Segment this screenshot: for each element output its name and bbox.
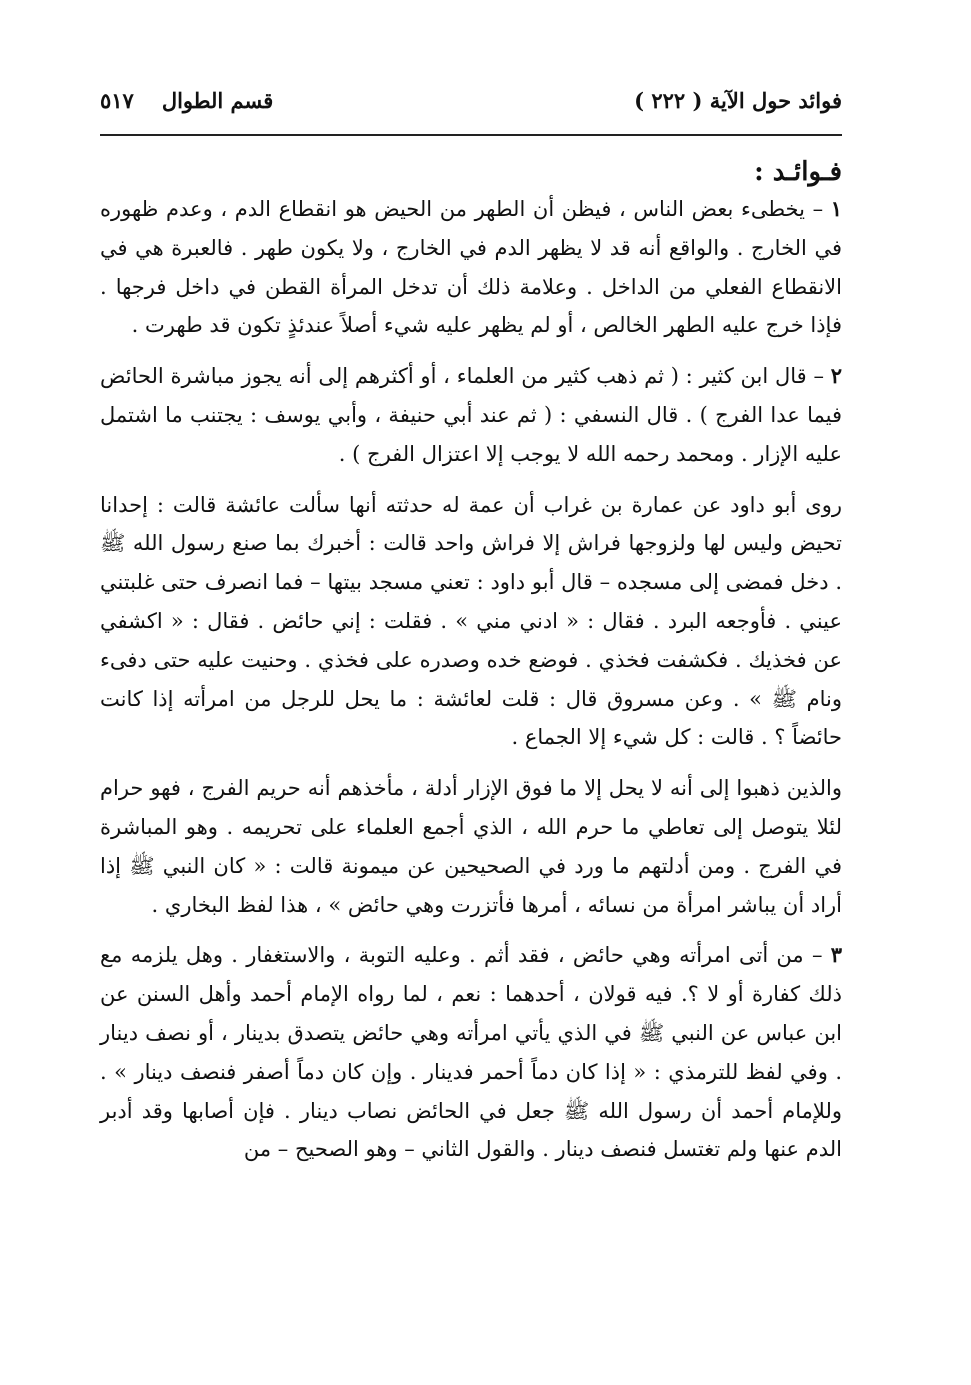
running-head-left [100,88,273,113]
paragraph-text: روى أبو داود عن عمارة بن غراب أن عمة له حدثته أنها سألت عائشة قالت : إحدانا تحيض وليس لها ولزوجها فراش إلا فراش واحد قالت : أخبرك بما صنع رسول الله ﷺ . دخل فمضى إلى مسجده – قال أبو داود : تعني مسجد بيتها – فما انصرف حتى غلبتني عيني . فأوجعه البرد . فقال : « ادني مني » . فقلت : إني حائض . فقال : « اكشفي عن فخذيك . فكشفت فخذي . فوضع خده وصدره على فخذي . وحنيت عليه حتى دفىء ونام ﷺ » . وعن مسروق قال : قلت لعائشة : ما يحل للرجل من امرأته إذا كانت حائضاً ؟ . قالت : كل شيء إلا الجماع . [100,492,842,750]
paragraph-1 [100,190,842,345]
paragraph-4 [100,769,842,924]
section-title: قسم الطوال [161,88,274,113]
paragraph-text: والذين ذهبوا إلى أنه لا يحل إلا ما فوق الإزار أدلة ، مأخذهم أنه حريم الفرج ، فهو حرام لئلا يتوصل إلى تعاطي ما حرم الله ، الذي أجمع العلماء على تحريمه . وهو المباشرة في الفرج . ومن أدلتهم ما ورد في الصحيحين عن ميمونة قالت : « كان النبي ﷺ إذا أراد أن يباشر امرأة من نسائه ، أمرها فأتزرت وهي حائض » ، هذا لفظ البخاري . [100,776,842,917]
section-heading: فـوائـد : [754,157,842,187]
paragraph-number: ٢ [830,363,842,389]
paragraph-2 [100,357,842,473]
running-head [100,88,842,128]
paragraph-5 [100,936,842,1169]
page [100,88,842,1169]
header-rule [100,134,842,136]
running-title: فوائد حول الآية ( ٢٢٢ ) [634,88,842,113]
paragraph-3 [100,486,842,758]
paragraph-number: ٣ [830,942,842,968]
page-number: ٥١٧ [100,88,134,113]
paragraph-text: – قال ابن كثير : ( ثم ذهب كثير من العلماء ، أو أكثرهم إلى أنه يجوز مباشرة الحائض فيما عدا الفرج ) . قال النسفي : ( ثم عند أبي حنيفة ، وأبي يوسف : يجتنب ما اشتمل عليه الإزار . ومحمد رحمه الله لا يوجب إلا اعتزال الفرج ) . [100,364,842,466]
paragraph-number: ١ [830,196,842,221]
paragraph-text: – يخطىء بعض الناس ، فيظن أن الطهر من الحيض هو انقطاع الدم ، وعدم ظهوره في الخارج . والواقع أنه قد لا يظهر الدم في الخارج ، ولا يكون طهر . فالعبرة هي في الانقطاع الفعلي من الداخل . وعلامة ذلك أن تدخل المرأة القطن في داخل فرجها . فإذا خرج عليه الطهر الخالص ، أو لم يظهر عليه شيء أصلاً عندئذٍ تكون قد طهرت . [100,197,842,338]
paragraph-text: – من أتى امرأته وهي حائض ، فقد أثم . وعليه التوبة ، والاستغفار . وهل يلزمه مع ذلك كفارة أو لا ؟. فيه قولان ، أحدهما : نعم ، لما رواه الإمام أحمد وأهل السنن عن ابن عباس عن النبي ﷺ في الذي يأتي امرأته وهي حائض يتصدق بدينار ، أو نصف دينار . وفي لفظ للترمذي : « إذا كان دماً أحمر فدينار . وإن كان دماً أصفر فنصف دينار » . وللإمام أحمد أن رسول الله ﷺ جعل في الحائض نصاب دينار . فإن أصابها وقد أدبر الدم عنها ولم تغتسل فنصف دينار . والقول الثاني – وهو الصحيح – من [100,943,842,1162]
